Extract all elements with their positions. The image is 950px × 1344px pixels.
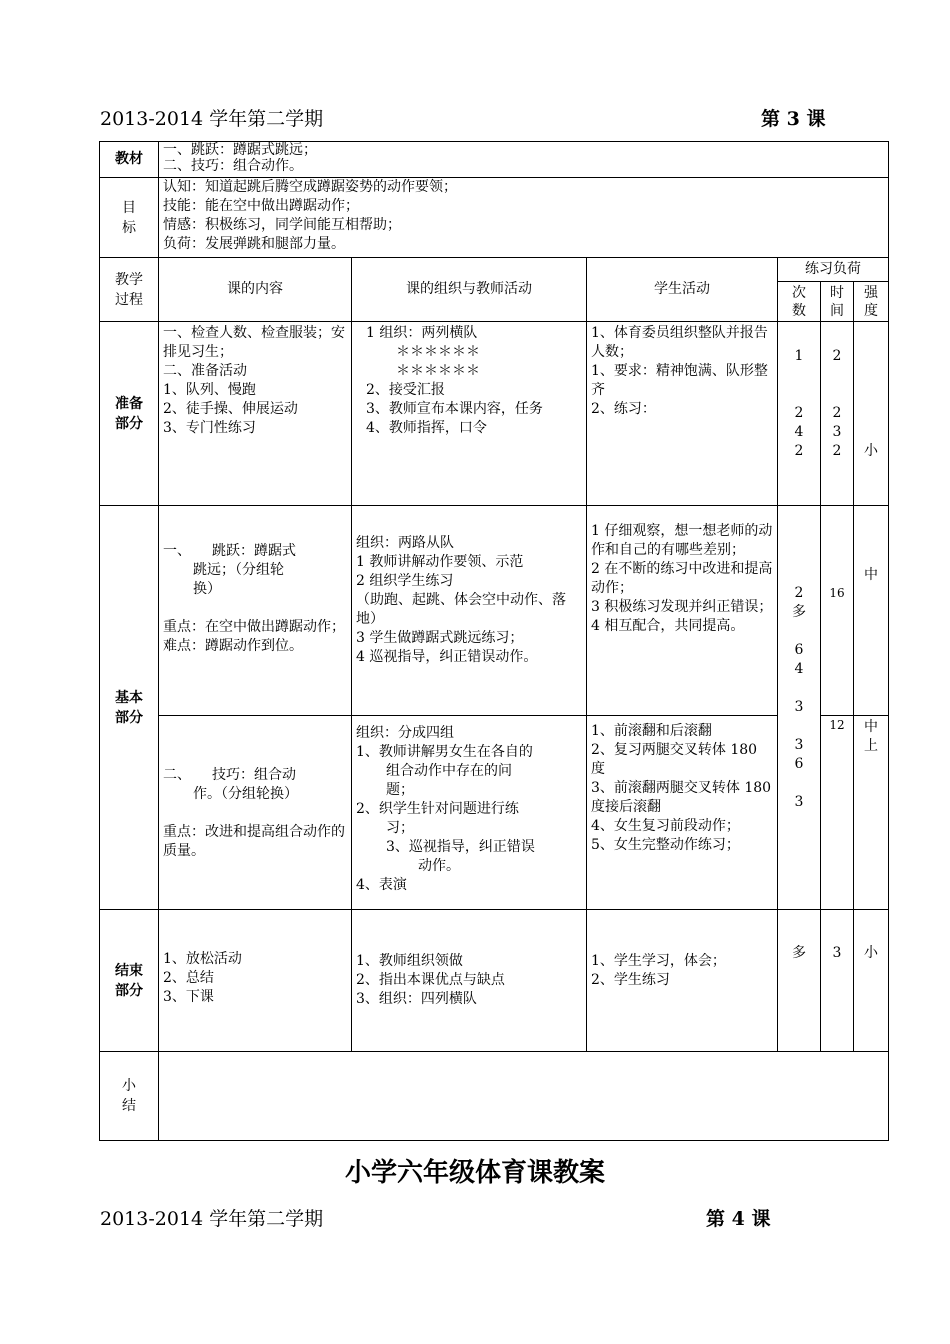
- prep-content-line: 1、队列、慢跑: [163, 382, 256, 398]
- basic-b-org-line: 组织：分成四组: [356, 725, 454, 741]
- basic-a-intensity: 中: [854, 506, 889, 716]
- count-value: 3: [794, 794, 804, 810]
- end-org-line: 1、教师组织领做: [356, 953, 463, 969]
- basic-a-content-line: 跳远；（分组轮: [193, 562, 284, 578]
- prep-student-line: 2、练习：: [591, 401, 656, 417]
- formation-line: ＊＊＊＊＊＊: [396, 344, 480, 360]
- basic-a-time: 16: [821, 506, 854, 716]
- prep-content-line: 2、徒手操、伸展运动: [163, 401, 298, 417]
- basic-b-org: [352, 716, 587, 910]
- goals-content: [159, 178, 889, 258]
- basic-a-student-line: 2 在不断的练习中改进和提高动作；: [591, 561, 773, 596]
- key-point: 重点：改进和提高组合动作的质量。: [163, 824, 345, 859]
- basic-b-intensity: [854, 716, 889, 910]
- basic-b-content-line: 作。（分组轮换）: [193, 786, 298, 802]
- basic-b-org-line: 组合动作中存在的问: [386, 763, 512, 779]
- goal-line: 认知：知道起跳后腾空成蹲踞姿势的动作要领；: [163, 179, 457, 195]
- term-header-bottom: [100, 1204, 323, 1231]
- prep-org-line: 3、教师宣布本课内容，任务: [366, 401, 543, 417]
- lesson-number: [761, 104, 825, 131]
- count-value: 2: [794, 405, 804, 421]
- prep-times: [821, 322, 854, 506]
- basic-b-content: [159, 716, 352, 910]
- lesson-plan-table: [99, 141, 889, 1141]
- summary-label: [100, 1052, 159, 1141]
- load-header: 练习负荷: [778, 258, 889, 282]
- material-content: [159, 142, 889, 178]
- end-org-line: 2、指出本课优点与缺点: [356, 972, 505, 988]
- prep-label: [100, 322, 159, 506]
- end-row: [100, 910, 889, 1052]
- basic-b-content-line: 二、 技巧：组合动: [163, 767, 296, 783]
- prep-org: [352, 322, 587, 506]
- basic-b-student-line: 4、女生复习前段动作；: [591, 818, 740, 834]
- summary-label-2: 结: [122, 1098, 136, 1114]
- basic-a-student-line: 3 积极练习发现并纠正错误；: [591, 599, 773, 615]
- end-content-line: 2、总结: [163, 970, 214, 986]
- end-org: [352, 910, 587, 1052]
- prep-content: [159, 322, 352, 506]
- intensity-header-1: 强: [864, 284, 879, 301]
- goals-label: [100, 178, 159, 258]
- end-count: 多: [778, 910, 821, 1052]
- prep-label-1: 准备: [115, 395, 143, 412]
- goals-row: [100, 178, 889, 258]
- organization-header: 课的组织与教师活动: [352, 258, 587, 322]
- basic-a-content: [159, 506, 352, 716]
- prep-row: [100, 322, 889, 506]
- key-point: 重点：在空中做出蹲踞动作；: [163, 619, 345, 635]
- time-header-1: 时: [830, 284, 844, 301]
- end-student-line: 2、学生练习: [591, 972, 670, 988]
- basic-b-student: [587, 716, 778, 910]
- prep-org-line: 2、接受汇报: [366, 382, 445, 398]
- basic-b-student-line: 1、前滚翻和后滚翻: [591, 723, 712, 739]
- basic-b-org-line: 1、教师讲解男女生在各自的: [356, 744, 533, 760]
- basic-a-org-line: 4 巡视指导，纠正错误动作。: [356, 649, 538, 665]
- basic-b-org-line: 题；: [386, 782, 414, 798]
- formation-line: ＊＊＊＊＊＊: [396, 363, 480, 379]
- end-content-line: 1、放松活动: [163, 951, 242, 967]
- prep-content-line: 二、准备活动: [163, 363, 247, 379]
- end-student-line: 1、学生学习，体会；: [591, 953, 726, 969]
- lesson-text-bottom: 第 4 课: [706, 1208, 771, 1230]
- time-value: 2: [832, 405, 842, 421]
- term-text: 2013-2014 学年第二学期: [100, 108, 324, 130]
- count-value: 2: [794, 585, 804, 601]
- goals-label-2: 标: [122, 219, 136, 236]
- prep-counts: [778, 322, 821, 506]
- lesson-number-bottom: [706, 1204, 770, 1231]
- difficulty-point: 难点：蹲踞动作到位。: [163, 638, 303, 654]
- count-value: 1: [794, 348, 804, 364]
- count-value: 4: [794, 424, 804, 440]
- basic-a-student-line: 4 相互配合，共同提高。: [591, 618, 745, 634]
- prep-intensity: 小: [854, 322, 889, 506]
- goals-label-1: 目: [122, 199, 136, 216]
- basic-a-org: [352, 506, 587, 716]
- basic-label-2: 部分: [115, 709, 143, 726]
- basic-a-org-line: 2 组织学生练习: [356, 573, 454, 589]
- content-header: 课的内容: [159, 258, 352, 322]
- column-header-row: [100, 258, 889, 282]
- process-header-1: 教学: [115, 271, 143, 288]
- term-text-bottom: 2013-2014 学年第二学期: [100, 1208, 324, 1230]
- end-label: [100, 910, 159, 1052]
- basic-b-org-line: 动作。: [418, 858, 460, 874]
- intensity-value: 上: [864, 738, 879, 754]
- basic-row-b: [100, 716, 889, 910]
- time-header: [821, 282, 854, 322]
- basic-a-org-line: 1 教师讲解动作要领、示范: [356, 554, 524, 570]
- count-header-1: 次: [792, 284, 806, 301]
- count-value: 6: [794, 642, 804, 658]
- prep-student: [587, 322, 778, 506]
- goal-line: 技能：能在空中做出蹲踞动作；: [163, 198, 359, 214]
- basic-b-org-line: 2、织学生针对问题进行练: [356, 801, 519, 817]
- basic-label: [100, 506, 159, 910]
- basic-b-time: 12: [821, 716, 854, 910]
- prep-content-line: 一、检查人数、检查服装；安排见习生；: [163, 325, 345, 360]
- basic-a-student-line: 1 仔细观察，想一想老师的动作和自己的有哪些差别；: [591, 523, 773, 558]
- material-row: [100, 142, 889, 178]
- summary-content: [159, 1052, 889, 1141]
- count-value: 3: [794, 699, 804, 715]
- count-value: 多: [792, 604, 806, 620]
- basic-a-org-line: 3 学生做蹲踞式跳远练习；: [356, 630, 524, 646]
- next-title-text: 小学六年级体育课教案: [344, 1158, 605, 1188]
- prep-org-line: 4、教师指挥，口令: [366, 420, 487, 436]
- time-header-2: 间: [830, 302, 844, 319]
- basic-label-1: 基本: [115, 689, 143, 706]
- lesson-text: 第 3 课: [761, 108, 826, 130]
- process-header-2: 过程: [115, 291, 143, 308]
- goal-line: 负荷：发展弹跳和腿部力量。: [163, 236, 345, 252]
- count-value: 4: [794, 661, 804, 677]
- basic-a-org-line: 组织：两路从队: [356, 535, 454, 551]
- time-value: 2: [832, 443, 842, 459]
- material-label: 教材: [100, 142, 159, 178]
- student-header: 学生活动: [587, 258, 778, 322]
- basic-a-student: [587, 506, 778, 716]
- material-line: 一、跳跃：蹲踞式跳远；: [163, 142, 317, 158]
- prep-label-2: 部分: [115, 415, 143, 432]
- basic-b-student-line: 5、女生完整动作练习；: [591, 837, 740, 853]
- summary-label-1: 小: [122, 1078, 136, 1094]
- end-org-line: 3、组织：四列横队: [356, 991, 477, 1007]
- basic-a-content-line: 换）: [193, 581, 221, 597]
- basic-b-student-line: 3、前滚翻两腿交叉转体 180 度接后滚翻: [591, 780, 772, 815]
- basic-b-student-line: 2、复习两腿交叉转体 180 度: [591, 742, 758, 777]
- material-line: 二、技巧：组合动作。: [163, 158, 303, 174]
- time-value: 2: [832, 348, 842, 364]
- end-intensity: 小: [854, 910, 889, 1052]
- basic-a-content-line: 一、 跳跃：蹲踞式: [163, 543, 296, 559]
- intensity-header-2: 度: [864, 302, 879, 319]
- basic-b-org-line: 3、巡视指导，纠正错误: [386, 839, 535, 855]
- count-value: 6: [794, 756, 804, 772]
- next-lesson-title: [0, 1152, 950, 1189]
- basic-counts: [778, 506, 821, 910]
- prep-student-line: 1、要求：精神饱满、队形整齐: [591, 363, 768, 398]
- count-value: 3: [794, 737, 804, 753]
- goal-line: 情感：积极练习，同学间能互相帮助；: [163, 217, 401, 233]
- basic-b-org-line: 习；: [386, 820, 414, 836]
- prep-org-line: 1 组织：两列横队: [366, 325, 478, 341]
- end-label-2: 部分: [115, 982, 143, 999]
- count-header: [778, 282, 821, 322]
- end-content-line: 3、下课: [163, 989, 214, 1005]
- summary-row: [100, 1052, 889, 1141]
- intensity-header: [854, 282, 889, 322]
- end-content: [159, 910, 352, 1052]
- end-time: 3: [821, 910, 854, 1052]
- basic-row-a: [100, 506, 889, 716]
- count-value: 2: [794, 443, 804, 459]
- process-header: [100, 258, 159, 322]
- basic-b-org-line: 4、表演: [356, 877, 407, 893]
- end-label-1: 结束: [115, 962, 143, 979]
- time-value: 3: [832, 424, 842, 440]
- prep-content-line: 3、专门性练习: [163, 420, 256, 436]
- intensity-value: 中: [864, 719, 879, 735]
- term-header: [100, 104, 323, 131]
- count-header-2: 数: [792, 302, 806, 319]
- end-student: [587, 910, 778, 1052]
- prep-student-line: 1、体育委员组织整队并报告人数；: [591, 325, 768, 360]
- basic-a-org-line: （助跑、起跳、体会空中动作、落地）: [356, 592, 566, 627]
